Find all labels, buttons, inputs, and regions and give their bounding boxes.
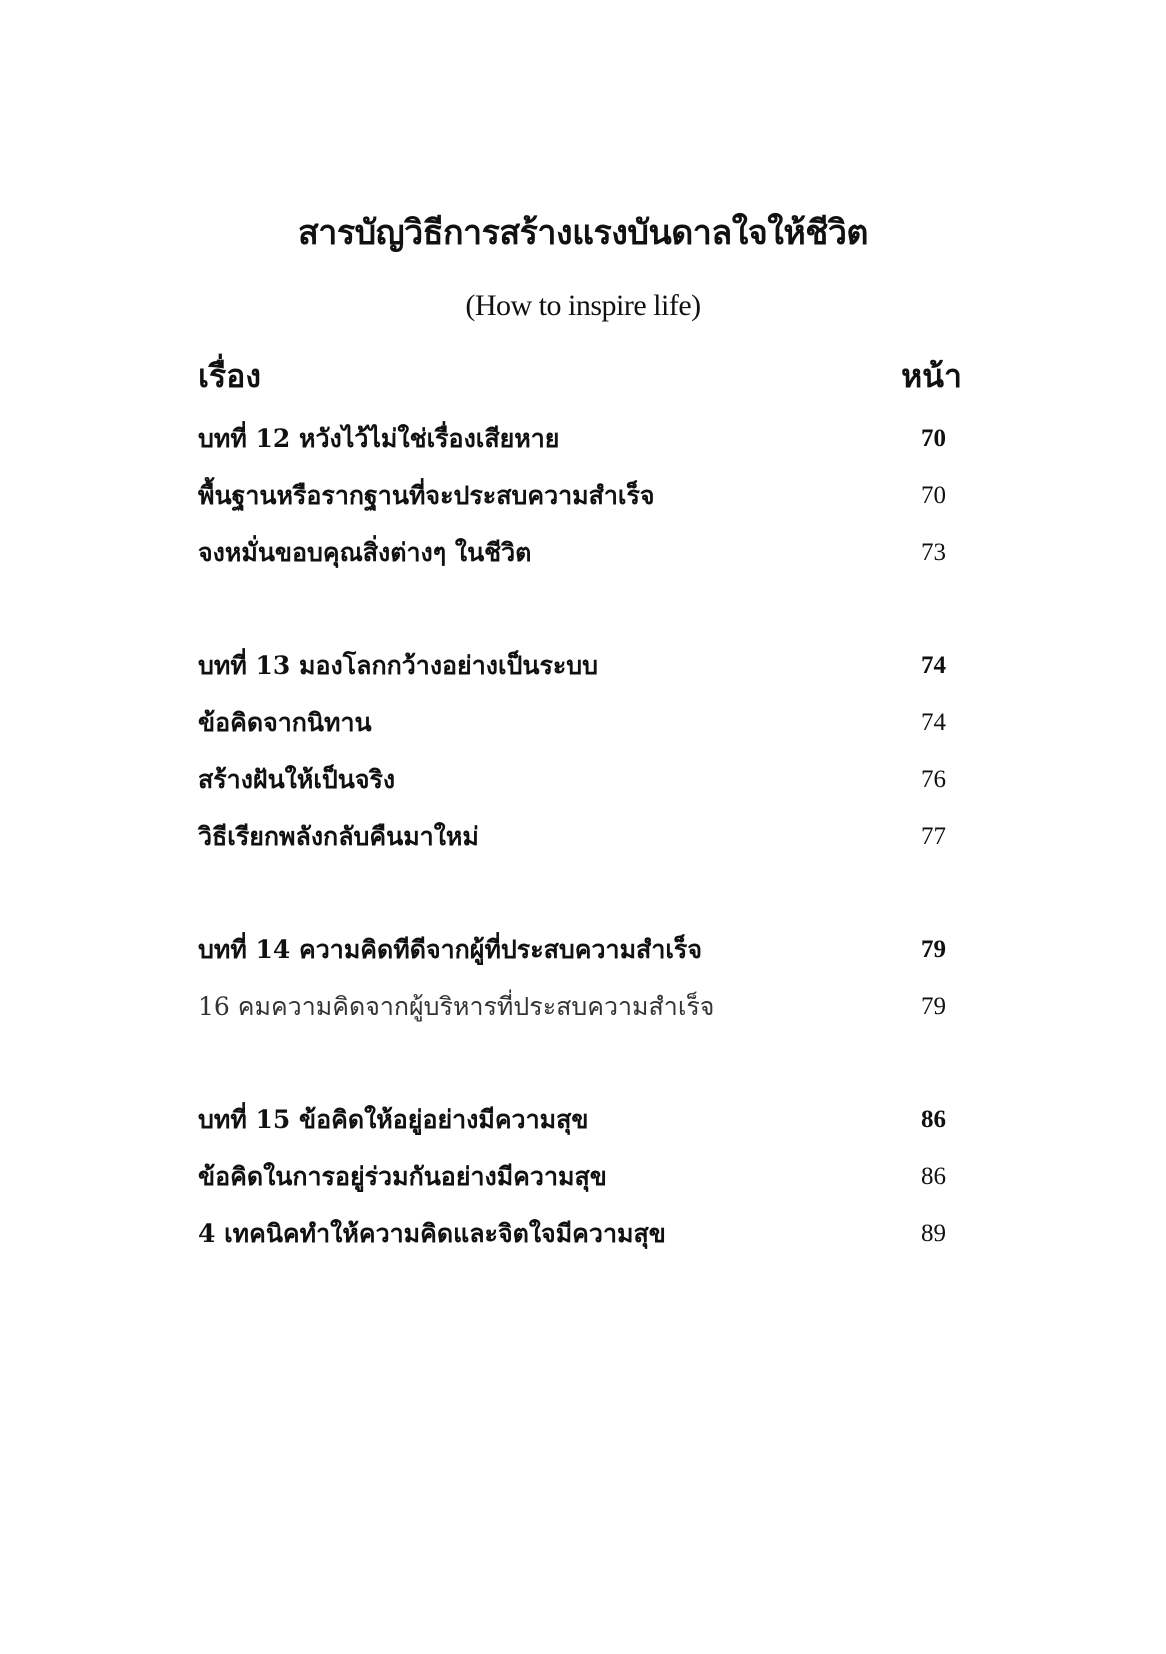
chapter-page-number: 79 xyxy=(921,936,946,963)
item-page-number: 89 xyxy=(921,1220,946,1247)
item-title: จงหมั่นขอบคุณสิ่งต่างๆ ในชีวิต xyxy=(198,538,532,567)
toc-item-entry[interactable] xyxy=(198,524,946,581)
item-title: 4 เทคนิคทำให้ความคิดและจิตใจมีความสุข xyxy=(198,1219,666,1248)
item-title: พื้นฐานหรือรากฐานที่จะประสบความสำเร็จ xyxy=(198,481,655,510)
item-page-number: 86 xyxy=(921,1163,946,1190)
toc-item-entry[interactable] xyxy=(198,978,946,1035)
chapter-title: บทที่ 15 ข้อคิดให้อยู่อย่างมีความสุข xyxy=(198,1105,589,1134)
toc-section xyxy=(198,410,946,581)
toc-section xyxy=(198,1091,946,1262)
page-title: สารบัญวิธีการสร้างแรงบันดาลใจให้ชีวิต xyxy=(297,213,869,253)
toc-item-entry[interactable] xyxy=(198,1205,946,1262)
toc-header-page: หน้า xyxy=(901,357,962,395)
toc-item-entry[interactable] xyxy=(198,694,946,751)
item-page-number: 77 xyxy=(921,823,946,850)
toc-header-topic: เรื่อง xyxy=(198,357,261,395)
chapter-page-number: 70 xyxy=(921,425,946,452)
page-subtitle: (How to inspire life) xyxy=(465,289,701,322)
chapter-page-number: 86 xyxy=(921,1106,946,1133)
toc-section xyxy=(198,637,946,865)
toc-header xyxy=(198,348,962,404)
chapter-title: บทที่ 13 มองโลกกว้างอย่างเป็นระบบ xyxy=(198,651,599,680)
toc-chapter-entry[interactable] xyxy=(198,1091,946,1148)
item-title: 16 คมความคิดจากผู้บริหารที่ประสบความสำเร็จ xyxy=(198,992,715,1021)
toc-item-entry[interactable] xyxy=(198,751,946,808)
toc-chapter-entry[interactable] xyxy=(198,921,946,978)
item-title: ข้อคิดจากนิทาน xyxy=(198,708,372,737)
toc-item-entry[interactable] xyxy=(198,1148,946,1205)
toc-item-entry[interactable] xyxy=(198,467,946,524)
item-title: วิธีเรียกพลังกลับคืนมาใหม่ xyxy=(198,822,479,851)
item-title: ข้อคิดในการอยู่ร่วมกันอย่างมีความสุข xyxy=(198,1162,607,1191)
toc-item-entry[interactable] xyxy=(198,808,946,865)
item-title: สร้างฝันให้เป็นจริง xyxy=(198,765,396,794)
chapter-page-number: 74 xyxy=(921,652,946,679)
item-page-number: 74 xyxy=(921,709,946,736)
item-page-number: 70 xyxy=(921,482,946,509)
toc-chapter-entry[interactable] xyxy=(198,637,946,694)
item-page-number: 73 xyxy=(921,539,946,566)
chapter-title: บทที่ 14 ความคิดทีดีจากผู้ที่ประสบความสำเร็จ xyxy=(198,935,702,964)
item-page-number: 79 xyxy=(921,993,946,1020)
table-of-contents xyxy=(198,410,946,1318)
item-page-number: 76 xyxy=(921,766,946,793)
toc-section xyxy=(198,921,946,1035)
toc-chapter-entry[interactable] xyxy=(198,410,946,467)
chapter-title: บทที่ 12 หวังไว้ไม่ใช่เรื่องเสียหาย xyxy=(198,424,560,453)
